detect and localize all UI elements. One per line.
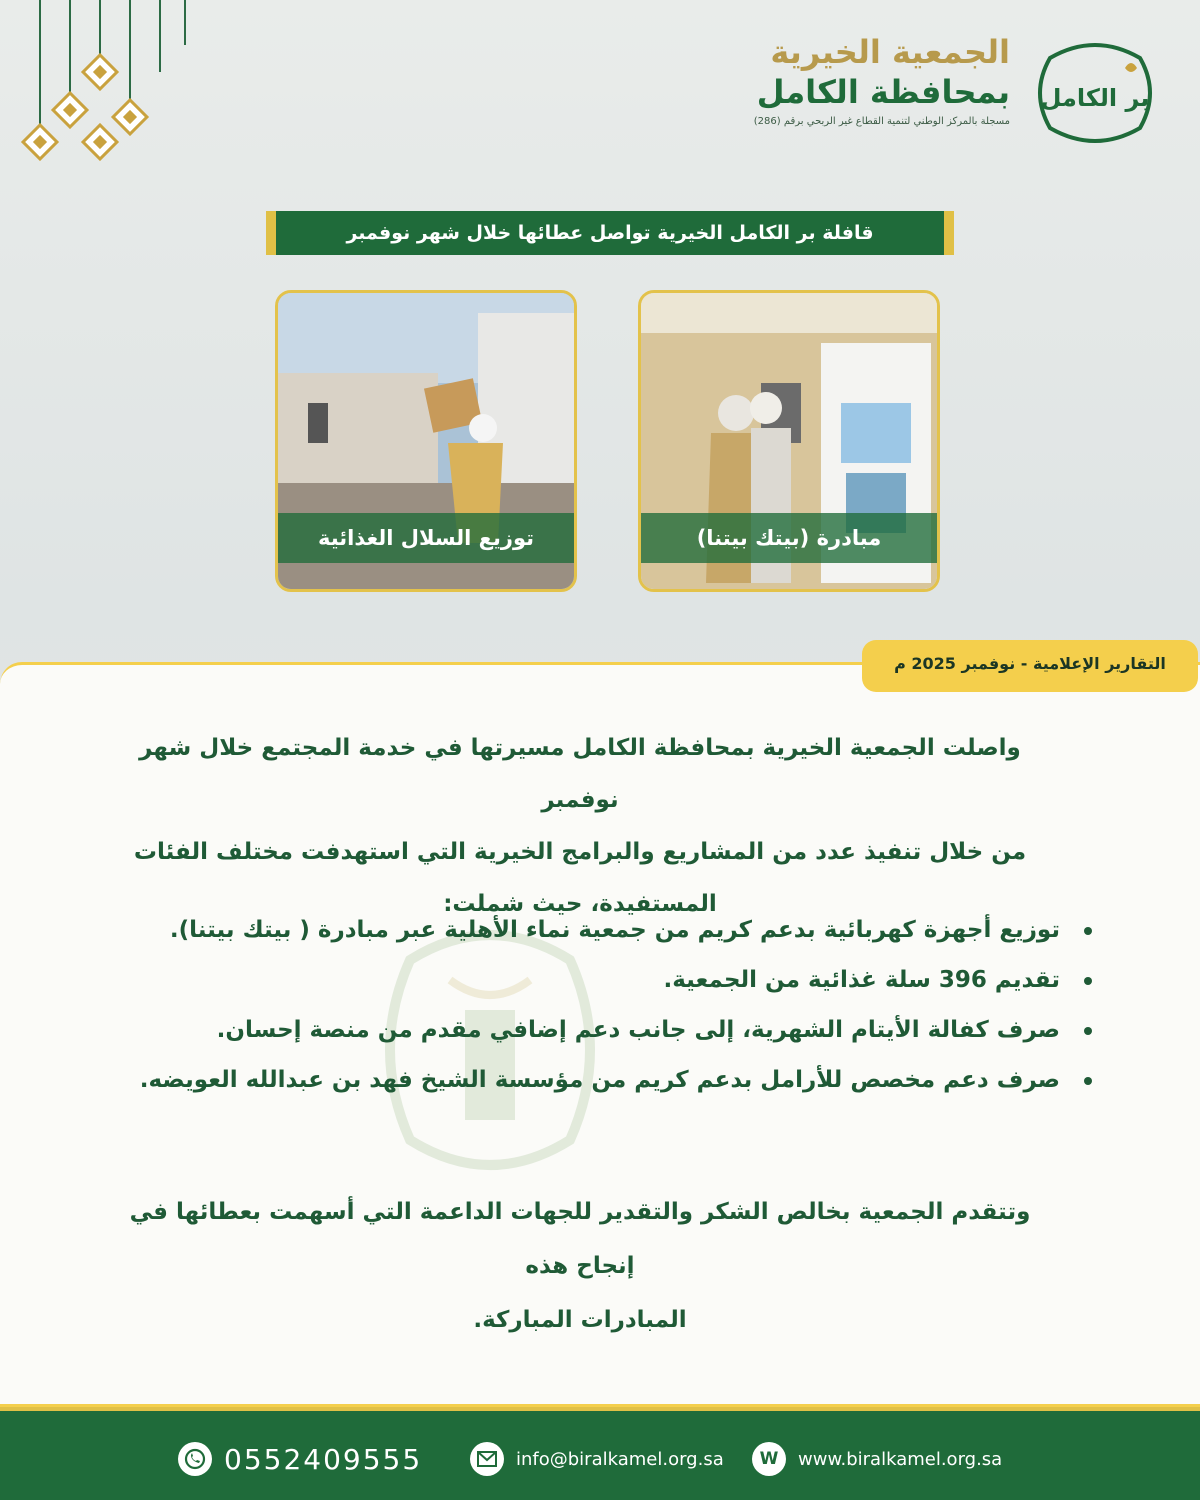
hanging-lantern-ornament [0, 0, 200, 180]
list-item: تقديم 396 سلة غذائية من الجمعية. [100, 955, 1100, 1005]
list-item: صرف دعم مخصص للأرامل بدعم كريم من مؤسسة الشيخ فهد بن عبدالله العويضه. [100, 1055, 1100, 1105]
photo-caption-home-initiative: مبادرة (بيتك بيتنا) [641, 513, 937, 563]
photo-home-initiative [638, 290, 940, 592]
footer-website[interactable] [752, 1441, 1002, 1477]
whatsapp-icon [178, 1442, 212, 1476]
photo-food-baskets [275, 290, 577, 592]
brand-logo [1030, 38, 1160, 148]
report-date-tag: التقارير الإعلامية - نوفمبر 2025 م [862, 640, 1198, 692]
intro-line: واصلت الجمعية الخيرية بمحافظة الكامل مسيرتها في خدمة المجتمع خلال شهر نوفمبر [139, 735, 1021, 813]
brand-name-line1: الجمعية الخيرية [770, 33, 1010, 71]
closing-paragraph [100, 1185, 1060, 1347]
brand-header [740, 28, 1160, 158]
phone-number[interactable]: 0552409555 [224, 1442, 423, 1476]
brand-name-line2: بمحافظة الكامل [756, 73, 1010, 111]
closing-line: وتتقدم الجمعية بخالص الشكر والتقدير للجهات الداعمة التي أسهمت بعطائها في إنجاح هذه [129, 1199, 1031, 1279]
intro-line: من خلال تنفيذ عدد من المشاريع والبرامج الخيرية التي استهدفت مختلف الفئات [133, 839, 1027, 865]
footer-email[interactable] [470, 1441, 724, 1477]
email-address[interactable]: info@biralkamel.org.sa [516, 1448, 724, 1470]
svg-text:بر الكامل: بر الكامل [1040, 84, 1150, 112]
brand-registration: مسجلة بالمركز الوطني لتنمية القطاع غير الربحي برقم (286) [753, 116, 1010, 127]
photo-caption-food-baskets: توزيع السلال الغذائية [278, 513, 574, 563]
mail-icon [470, 1442, 504, 1476]
closing-line: المبادرات المباركة. [473, 1307, 687, 1333]
list-item: توزيع أجهزة كهربائية بدعم كريم من جمعية نماء الأهلية عبر مبادرة ( بيتك بيتنا). [100, 905, 1100, 955]
footer-bar [0, 1407, 1200, 1500]
footer-phone[interactable] [178, 1441, 422, 1477]
intro-line: المستفيدة، حيث شملت: [443, 891, 717, 917]
intro-paragraph [100, 722, 1060, 930]
initiatives-list [100, 905, 1100, 1105]
headline-banner: قافلة بر الكامل الخيرية تواصل عطائها خلال شهر نوفمبر [266, 211, 954, 255]
web-icon: W [752, 1442, 786, 1476]
website-url[interactable]: www.biralkamel.org.sa [798, 1448, 1003, 1470]
list-item: صرف كفالة الأيتام الشهرية، إلى جانب دعم إضافي مقدم من منصة إحسان. [100, 1005, 1100, 1055]
